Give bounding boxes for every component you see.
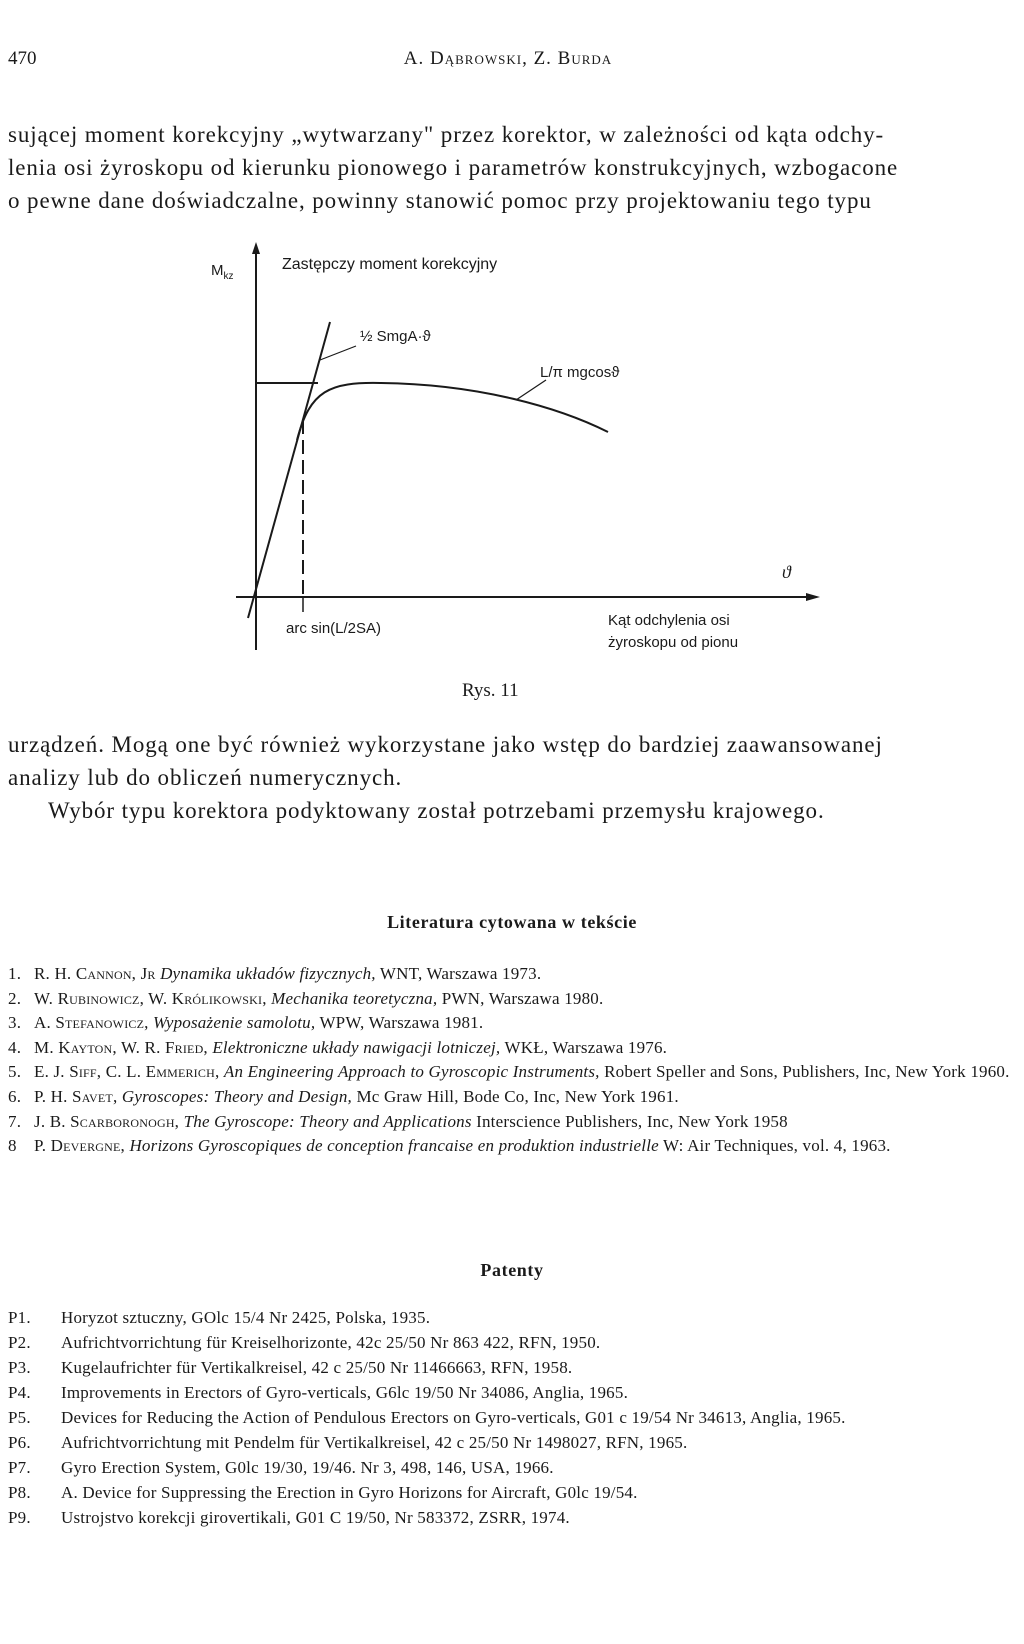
curve-label-linear: ½ SmgA·ϑ <box>360 328 431 345</box>
patents-heading: Patenty <box>480 1260 544 1280</box>
reference-title: Wyposażenie samolotu, <box>153 1013 316 1033</box>
patent-text: Kugelaufrichter für Vertikalkreisel, 42 c 25/50 Nr 11466663, RFN, 1958. <box>61 1358 573 1377</box>
y-axis-arrow <box>252 242 260 254</box>
reference-publisher: Interscience Publishers, Inc, New York 1958 <box>476 1111 788 1131</box>
reference-publisher: PWN, Warszawa 1980. <box>441 988 604 1008</box>
figure-corrective-moment <box>0 240 1024 710</box>
reference-publisher: W: Air Techniques, vol. 4, 1963. <box>663 1136 891 1156</box>
reference-item: 4. M. Kayton, W. R. Fried, Elektroniczne układy nawigacji lotniczej, WKŁ, Warszawa 1976. <box>8 1037 668 1057</box>
reference-title: Mechanika teoretyczna, <box>271 988 438 1008</box>
patent-item: P2. Aufrichtvorrichtung für Kreiselhorizonte, 42c 25/50 Nr 863 422, RFN, 1950. <box>8 1333 601 1352</box>
page-number: 470 <box>8 48 37 69</box>
running-head: A. Dąbrowski, Z. Burda <box>403 48 613 69</box>
page-header <box>8 48 1008 78</box>
reference-author: E. J. Siff, C. L. Emmerich, <box>34 1062 220 1082</box>
reference-author: W. Rubinowicz, W. Królikowski, <box>34 988 267 1008</box>
x-tick-label: arc sin(L/2SA) <box>286 620 382 637</box>
reference-author: J. B. Scarboronogh, <box>34 1111 180 1131</box>
patent-item: P9. Ustrojstvo korekcji girovertikali, G01 C 19/50, Nr 583372, ZSRR, 1974. <box>8 1508 570 1527</box>
paragraph-intro <box>8 118 1010 217</box>
linear-moment-line <box>248 322 330 618</box>
patent-text: Aufrichtvorrichtung mit Pendelm für Vertikalkreisel, 42 c 25/50 Nr 1498027, RFN, 1965. <box>61 1433 688 1452</box>
figure-title: Zastępczy moment korekcyjny <box>282 256 498 273</box>
reference-item: 8 P. Devergne, Horizons Gyroscopiques de conception francaise en produktion industrielle W: Air Techniques, vol. 4, 1963. <box>8 1136 891 1156</box>
reference-item: 3. A. Stefanowicz, Wyposażenie samolotu, WPW, Warszawa 1981. <box>8 1013 484 1033</box>
label-leader-2 <box>516 380 546 400</box>
text-line: urządzeń. Mogą one być również wykorzystane jako wstęp do bardziej zaawansowanej <box>8 732 883 757</box>
moment-curve <box>297 383 608 440</box>
text-line: lenia osi żyroskopu od kierunku pionowego i parametrów konstrukcyjnych, wzbogacone <box>8 155 899 180</box>
patent-item: P6. Aufrichtvorrichtung mit Pendelm für Vertikalkreisel, 42 c 25/50 Nr 1498027, RFN, 1965. <box>8 1433 688 1452</box>
literature-list <box>8 962 1012 1159</box>
patent-item: P4. Improvements in Erectors of Gyro-verticals, G6lc 19/50 Nr 34086, Anglia, 1965. <box>8 1383 629 1402</box>
text-line: analizy lub do obliczeń numerycznych. <box>8 765 403 790</box>
patent-item: P5. Devices for Reducing the Action of Pendulous Erectors on Gyro-verticals, G01 c 19/54 Nr 34613, Anglia, 1965. <box>8 1408 846 1427</box>
reference-item: 7. J. B. Scarboronogh, The Gyroscope: Theory and Applications Interscience Publishers, Inc, New York 1958 <box>8 1111 788 1131</box>
reference-publisher: WKŁ, Warszawa 1976. <box>504 1037 668 1057</box>
patent-text: Improvements in Erectors of Gyro-verticals, G6lc 19/50 Nr 34086, Anglia, 1965. <box>61 1383 629 1402</box>
figure-diagram <box>0 240 1024 710</box>
patent-item: P8. A. Device for Suppressing the Erection in Gyro Horizons for Aircraft, G0lc 19/54. <box>8 1483 638 1502</box>
text-line: sującej moment korekcyjny „wytwarzany" przez korektor, w zależności od kąta odchy- <box>8 122 885 147</box>
label-leader-1 <box>320 346 356 360</box>
reference-publisher: WPW, Warszawa 1981. <box>319 1013 484 1033</box>
reference-publisher: Mc Graw Hill, Bode Co, Inc, New York 1961. <box>356 1086 679 1106</box>
reference-item: 5. E. J. Siff, C. L. Emmerich, An Engineering Approach to Gyroscopic Instruments, Robert Speller and Sons, Publishers, Inc, New York 1960. <box>8 1062 1010 1082</box>
x-axis-symbol: ϑ <box>782 562 791 582</box>
reference-title: Elektroniczne układy nawigacji lotniczej, <box>212 1037 501 1057</box>
figure-caption: Rys. 11 <box>462 680 519 701</box>
reference-title: Gyroscopes: Theory and Design, <box>121 1086 352 1106</box>
patent-text: Gyro Erection System, G0lc 19/30, 19/46. Nr 3, 498, 146, USA, 1966. <box>61 1458 554 1477</box>
reference-item: 1. R. H. Cannon, Jr Dynamika układów fizycznych, WNT, Warszawa 1973. <box>8 964 542 983</box>
patent-item: P1. Horyzot sztuczny, GOlc 15/4 Nr 2425, Polska, 1935. <box>8 1308 431 1327</box>
text-line: o pewne dane doświadczalne, powinny stanowić pomoc przy projektowaniu tego typu <box>8 188 872 213</box>
reference-title: Horizons Gyroscopiques de conception francaise en produktion industrielle <box>129 1136 659 1156</box>
patents-list <box>8 1305 1012 1530</box>
patent-text: Ustrojstvo korekcji girovertikali, G01 C 19/50, Nr 583372, ZSRR, 1974. <box>61 1508 570 1527</box>
patent-item: P7. Gyro Erection System, G0lc 19/30, 19/46. Nr 3, 498, 146, USA, 1966. <box>8 1458 554 1477</box>
patent-item: P3. Kugelaufrichter für Vertikalkreisel, 42 c 25/50 Nr 11466663, RFN, 1958. <box>8 1358 573 1377</box>
patent-text: A. Device for Suppressing the Erection in Gyro Horizons for Aircraft, G0lc 19/54. <box>61 1483 638 1502</box>
reference-author: R. H. Cannon, Jr <box>34 964 156 983</box>
patent-text: Devices for Reducing the Action of Pendulous Erectors on Gyro-verticals, G01 c 19/54 Nr 34613, Anglia, 1965. <box>61 1408 846 1427</box>
reference-item: 6. P. H. Savet, Gyroscopes: Theory and Design, Mc Graw Hill, Bode Co, Inc, New York 1961. <box>8 1086 679 1106</box>
reference-author: A. Stefanowicz, <box>34 1013 149 1033</box>
x-axis-arrow <box>806 593 820 601</box>
reference-publisher: WNT, Warszawa 1973. <box>379 964 542 983</box>
y-axis-label: $M_{kz}$ <box>211 262 234 282</box>
reference-title: An Engineering Approach to Gyroscopic Instruments, <box>223 1062 600 1082</box>
reference-title: The Gyroscope: Theory and Applications <box>183 1111 472 1131</box>
patent-text: Aufrichtvorrichtung für Kreiselhorizonte, 42c 25/50 Nr 863 422, RFN, 1950. <box>61 1333 601 1352</box>
reference-publisher: Robert Speller and Sons, Publishers, Inc, New York 1960. <box>604 1062 1010 1082</box>
paragraph-conclusion <box>8 728 1010 827</box>
reference-author: P. Devergne, <box>34 1136 125 1156</box>
reference-item: 2. W. Rubinowicz, W. Królikowski, Mechanika teoretyczna, PWN, Warszawa 1980. <box>8 988 604 1008</box>
text-line: Wybór typu korektora podyktowany został potrzebami przemysłu krajowego. <box>48 798 825 823</box>
patent-text: Horyzot sztuczny, GOlc 15/4 Nr 2425, Polska, 1935. <box>61 1308 431 1327</box>
reference-title: Dynamika układów fizycznych, <box>160 964 376 983</box>
x-axis-label-line2: żyroskopu od pionu <box>608 634 739 651</box>
literature-heading: Literatura cytowana w tekście <box>387 912 637 932</box>
x-axis-label-line1: Kąt odchylenia osi <box>608 612 730 629</box>
reference-author: P. H. Savet, <box>34 1086 118 1106</box>
reference-author: M. Kayton, W. R. Fried, <box>34 1037 208 1057</box>
curve-label-cosine: L/π mgcosϑ <box>540 364 620 381</box>
